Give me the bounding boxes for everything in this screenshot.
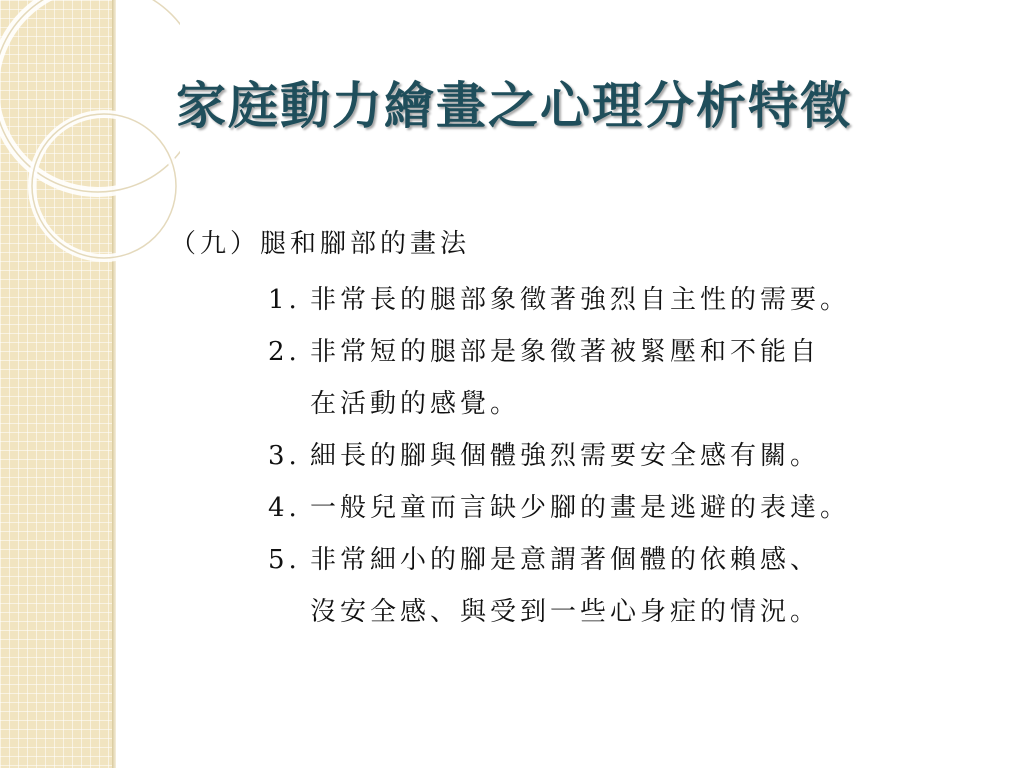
- circle-rings-decoration: [0, 0, 180, 320]
- slide-title: 家庭動力繪畫之心理分析特徵: [176, 76, 852, 135]
- item-number: 4.: [268, 493, 301, 523]
- item-text: 非常細小的腳是意謂著個體的依賴感、: [310, 545, 821, 575]
- list-item-4: [170, 482, 990, 534]
- item-number: 5.: [268, 545, 301, 575]
- list-item-5: [170, 534, 990, 638]
- item-number: 3.: [268, 441, 301, 471]
- list-item-3: [170, 430, 990, 482]
- section-heading: （九）腿和腳部的畫法: [170, 229, 471, 259]
- item-text: 一般兒童而言缺少腳的畫是逃避的表達。: [310, 493, 851, 523]
- item-text-continued: 在活動的感覺。: [310, 389, 521, 419]
- slide-content: [170, 222, 990, 638]
- item-text: 非常長的腿部象徵著強烈自主性的需要。: [310, 285, 851, 315]
- item-text: 細長的腳與個體強烈需要安全感有關。: [310, 441, 821, 471]
- list-item-1: [170, 274, 990, 326]
- item-number: 1.: [268, 285, 301, 315]
- large-ring-outline: [0, 0, 180, 192]
- list-item-2: [170, 326, 990, 430]
- item-text-continued: 沒安全感、與受到一些心身症的情況。: [310, 597, 821, 627]
- item-text: 非常短的腿部是象徵著被緊壓和不能自: [310, 337, 821, 367]
- item-number: 2.: [268, 337, 301, 367]
